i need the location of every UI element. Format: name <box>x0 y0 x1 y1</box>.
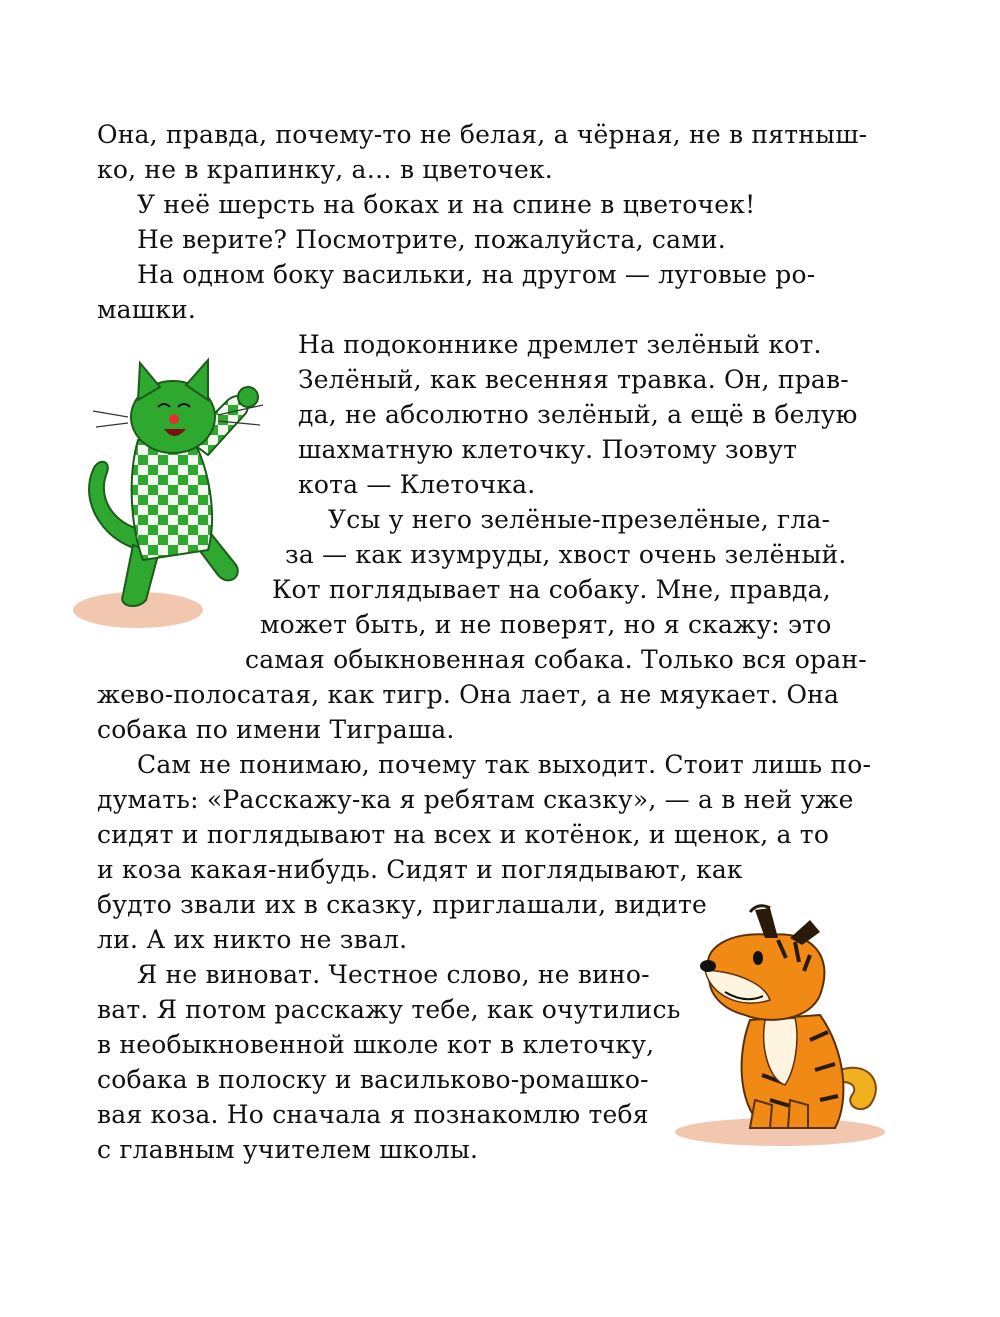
text-line-15: может быть, и не поверят, но я скажу: это <box>260 610 832 639</box>
text-line-5: На одном боку васильки, на другом — луговые ро- <box>137 260 816 289</box>
text-line-7: На подоконнике дремлет зелёный кот. <box>298 330 822 359</box>
text-line-25: Я не виноват. Честное слово, не вино- <box>137 960 650 989</box>
tiger-dog-illustration <box>670 900 905 1150</box>
text-line-3: У неё шерсть на боках и на спине в цветочек! <box>137 190 756 219</box>
text-line-17: жево-полосатая, как тигр. Она лает, а не мяукает. Она <box>97 680 840 709</box>
text-line-8: Зелёный, как весенняя травка. Он, прав- <box>298 365 849 394</box>
text-line-23: будто звали их в сказку, приглашали, видите <box>97 890 708 919</box>
text-line-26: ват. Я потом расскажу тебе, как очутились <box>97 995 681 1024</box>
text-line-13: за — как изумруды, хвост очень зелёный. <box>285 540 847 569</box>
text-line-6: машки. <box>97 295 197 324</box>
text-line-29: вая коза. Но сначала я познакомлю тебя <box>97 1100 649 1129</box>
text-line-28: собака в полоску и васильково-ромашко- <box>97 1065 649 1094</box>
text-line-11: кота — Клеточка. <box>298 470 536 499</box>
text-line-18: собака по имени Тиграша. <box>97 715 455 744</box>
text-line-27: в необыкновенной школе кот в клеточку, <box>97 1030 655 1059</box>
text-line-14: Кот поглядывает на собаку. Мне, правда, <box>272 575 831 604</box>
text-line-1: Она, правда, почему-то не белая, а чёрная, не в пятныш- <box>97 120 868 149</box>
text-line-2: ко, не в крапинку, а… в цветочек. <box>97 155 553 184</box>
text-line-22: и коза какая-нибудь. Сидят и поглядывают, как <box>97 855 743 884</box>
text-line-21: сидят и поглядывают на всех и котёнок, и щенок, а то <box>97 820 830 849</box>
text-line-9: да, не абсолютно зелёный, а ещё в белую <box>298 400 858 429</box>
green-checkered-cat-illustration <box>68 345 283 635</box>
text-line-20: думать: «Расскажу-ка я ребятам сказку», — а в ней уже <box>97 785 854 814</box>
text-line-4: Не верите? Посмотрите, пожалуйста, сами. <box>137 225 726 254</box>
text-line-16: самая обыкновенная собака. Только вся оран- <box>245 645 867 674</box>
text-line-10: шахматную клеточку. Поэтому зовут <box>298 435 798 464</box>
text-line-12: Усы у него зелёные-презелёные, гла- <box>328 505 831 534</box>
text-line-30: с главным учителем школы. <box>97 1135 479 1164</box>
text-line-19: Сам не понимаю, почему так выходит. Стоит лишь по- <box>137 750 872 779</box>
text-line-24: ли. А их никто не звал. <box>97 925 408 954</box>
